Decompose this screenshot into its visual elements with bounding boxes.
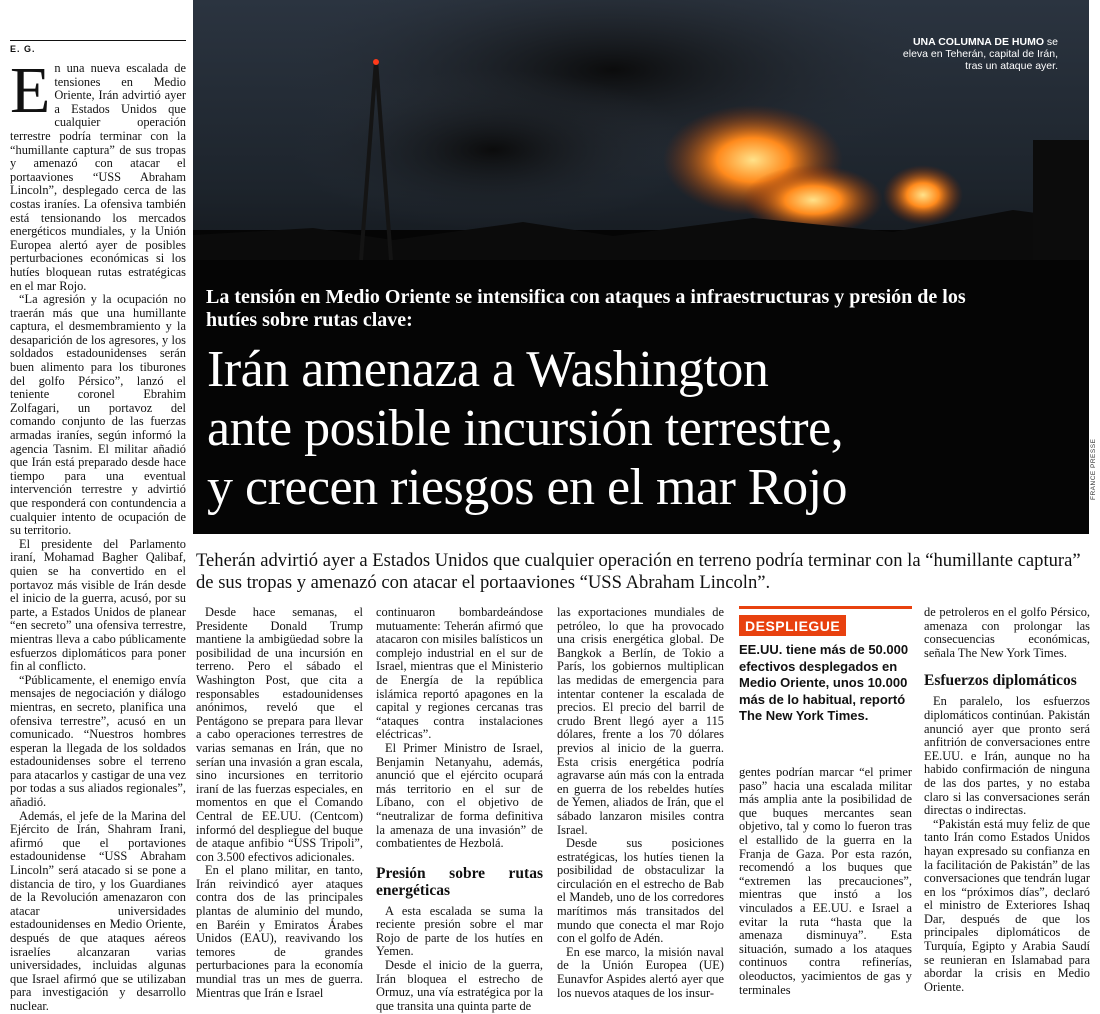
paragraph: Desde el inicio de la guerra, Irán bloquea el estrecho de Ormuz, una vía estratégica por la que transita una quinta parte de	[376, 958, 543, 1013]
headline-line-2: ante posible incursión terrestre,	[207, 400, 844, 457]
paragraph: Desde sus posiciones estratégicas, los hutíes tienen la posibilidad de obstaculizar la circulación en el estrecho de Bab el Mandeb, uno de los corredores marítimos más transitados del mundo que conecta el mar Rojo con el golfo de Adén.	[557, 836, 724, 946]
section-title: Presión sobre rutas energéticas	[376, 864, 543, 899]
subhead: Teherán advirtió ayer a Estados Unidos que cualquier operación en terreno podría terminar con la “humillante captura” de sus tropas y amenazó con atacar el portaaviones “USS Abraham Lincoln”.	[196, 550, 1081, 593]
caption-text: se eleva en Teherán, capital de Irán, tras un ataque ayer.	[902, 36, 1058, 72]
column-6	[924, 606, 1090, 994]
paragraph: gentes podrían marcar “el primer paso” hacia una escalada militar más amplia ante la posibilidad de que buques mercantes sean objetivo, tal y como lo fueron tras el estallido de la guerra en la Franja de Gaza. Por esta razón, recomendó a los buques que “extremen las precauciones”, mientras que instó a los vinculados a EE.UU. e Israel a evitar la ruta “hasta que la amenaza disminuya”. Esta situación, sumado a los ataques continuos contra refinerías, oleoductos, yacimientos de gas y terminales	[739, 765, 912, 997]
box-text: EE.UU. tiene más de 50.000 efectivos desplegados en Medio Oriente, unos 10.000 más de lo habitual, reportó The New York Times.	[739, 642, 909, 723]
photo-credit: FRANCE PRESSE	[1090, 438, 1097, 500]
caption-lead: UNA COLUMNA DE HUMO	[912, 36, 1044, 48]
top-rule	[10, 40, 186, 41]
paragraph: Además, el jefe de la Marina del Ejército de Irán, Shahram Irani, afirmó que el portaviones estadounidense “USS Abraham Lincoln” será atacado si se pone a distancia de tiro, y los Guardianes de la Revolución amenazaron con atacar universidades estadounidenses en Medio Oriente, después de que ataques aéreos israelíes alcanzaran varias universidades, incluidas algunas que Israel afirmó que se utilizaban para investigación y desarrollo nuclear.	[10, 808, 186, 1013]
paragraph: A esta escalada se suma la reciente presión sobre el mar Rojo de parte de los hutíes en Yemen.	[376, 903, 543, 959]
paragraph: las exportaciones mundiales de petróleo, lo que ha provocado una crisis energética global. De Bangkok a Berlín, de Tokio a París, los gobiernos multiplican las medidas de emergencia para intentar contener la escalada de precios. El precio del barril de crudo Brent llegó ayer a 115 dólares, frente a los 70 dólares previos al inicio de la guerra. Esta crisis energética podría agravarse aún más con la entrada en guerra de los rebeldes hutíes de Yemen, aliados de Irán, que el sábado lanzaron misiles contra Israel.	[557, 605, 724, 837]
paragraph: En el plano militar, en tanto, Irán reivindicó ayer ataques contra dos de las principales plantas de aluminio del mundo, en Baréin y Emiratos Árabes Unidos (EAU), reavivando los temores de grandes perturbaciones para la economía mundial tras un mes de guerra. Mientras que Irán e Israel	[196, 863, 363, 1000]
kicker: La tensión en Medio Oriente se intensifica con ataques a infraestructuras y presión de los hutíes sobre rutas clave:	[206, 286, 966, 331]
paragraph: continuaron bombardeándose mutuamente: Teherán afirmó que atacaron con misiles balísticos un complejo industrial en el sur de Israel, mientras que el Ministerio de Energía de la república islámica reportó apagones en la capital y regiones cercanas tras “ataques contra instalaciones eléctricas”.	[376, 605, 543, 742]
box-label: DESPLIEGUE	[739, 615, 846, 636]
paragraph: “La agresión y la ocupación no traerán más que una humillante captura, el desmembramiento y la desaparición de los agresores, y los soldados estadounidenses serán buen alimento para los tiburones del golfo Pérsico”, lanzó el teniente coronel Ebrahim Zolfagari, un portavoz del comando conjunto de las fuerzas armadas iraníes, según informó la agencia Tasnim. El militar añadió que Irán está preparado desde hace tiempo para una eventual intervención terrestre y advirtió que responderá con contundencia a cualquier intento de ocupación de su territorio.	[10, 292, 186, 538]
photo-caption	[900, 36, 1058, 72]
column-1	[10, 54, 186, 1014]
section-title: Esfuerzos diplomáticos	[924, 672, 1077, 690]
column-5	[739, 766, 912, 997]
paragraph: de petroleros en el golfo Pérsico, amenaza con prolongar las consecuencias económicas, señala The New York Times.	[924, 605, 1090, 660]
paragraph: En paralelo, los esfuerzos diplomáticos continúan. Pakistán anunció ayer que pronto será anfitrión de conversaciones entre EE.UU. e Irán, aunque no ha habido confirmación de ninguna de las dos partes, y no estaba claro si las conversaciones serán directas o indirectas.	[924, 694, 1090, 818]
column-4	[557, 606, 724, 1000]
paragraph: “Públicamente, el enemigo envía mensajes de negociación y diálogo mientras, en secreto, planifica una ofensiva terrestre”, acusó en un comunicado. “Nuestros hombres esperan la llegada de los soldados estadounidenses sobre el terreno para atacarlos y castigar de una vez por todas a sus aliados regionales”, añadió.	[10, 672, 186, 810]
paragraph: El presidente del Parlamento iraní, Mohamad Bagher Qalibaf, quien se ha convertido en el portavoz más visible de Irán desde el inicio de la guerra, acusó, por su parte, a Estados Unidos de planear “en secreto” una ofensiva terrestre, mientras lleva a cabo públicamente esfuerzos diplomáticos para poner fin al conflicto.	[10, 536, 186, 674]
headline-line-3: y crecen riesgos en el mar Rojo	[207, 459, 848, 516]
paragraph: El Primer Ministro de Israel, Benjamin Netanyahu, además, anunció que el ejército ocupará más territorio en el sur de Líbano, con el objetivo de “neutralizar de forma definitiva la amenaza de una invasión” de combatientes de Hezbolá.	[376, 740, 543, 851]
paragraph: “Pakistán está muy feliz de que tanto Irán como Estados Unidos hayan expresado su confianza en la facilitación de Pakistán” de las conversaciones que tendrán lugar en los “próximos días”, declaró el ministro de Exteriores Ishaq Dar, después de que los principales diplomáticos de Turquía, Egipto y Arabia Saudí se reunieran en Islamabad para abordar la crisis en Medio Oriente.	[924, 816, 1090, 994]
byline: E. G.	[10, 44, 36, 54]
paragraph: En ese marco, la misión naval de la Unión Europea (UE) Eunavfor Aspides alertó ayer que los nuevos ataques de los insur-	[557, 944, 724, 1000]
column-3	[376, 606, 543, 1013]
paragraph: Desde hace semanas, el Presidente Donald Trump mantiene la ambigüedad sobre la posibilidad de una incursión en terreno. Pero el sábado el Washington Post, que cita a responsables estadounidenses anónimos, reveló que el Pentágono se prepara para llevar a cabo operaciones terrestres de varias semanas en Irán, que no serían una invasión a gran escala, sino incursiones en territorio iraní de las fuerzas especiales, en momentos en que el Comando Central de EE.UU. (Centcom) informó del despliegue del buque de ataque anfibio “USS Tripoli”, con 3.500 efectivos adicionales.	[196, 605, 363, 864]
despliegue-box	[739, 606, 912, 725]
paragraph: n una nueva escalada de tensiones en Medio Oriente, Irán advirtió ayer a Estados Unidos que cualquier operación terrestre podría terminar con la “humillante captura” de sus tropas y amenazó con atacar el portaaviones “USS Abraham Lincoln”, desplegado cerca de las costas iraníes. La ofensiva también está tensionando los mercados energéticos mundiales, y la Unión Europea alertó ayer de posibles perturbaciones económicas si los hutíes bloquean rutas estratégicas en el mar Rojo.	[10, 61, 186, 293]
column-2	[196, 606, 363, 1000]
drop-cap: E	[10, 54, 51, 127]
headline-line-1: Irán amenaza a Washington	[207, 341, 769, 398]
headline	[207, 340, 1087, 517]
